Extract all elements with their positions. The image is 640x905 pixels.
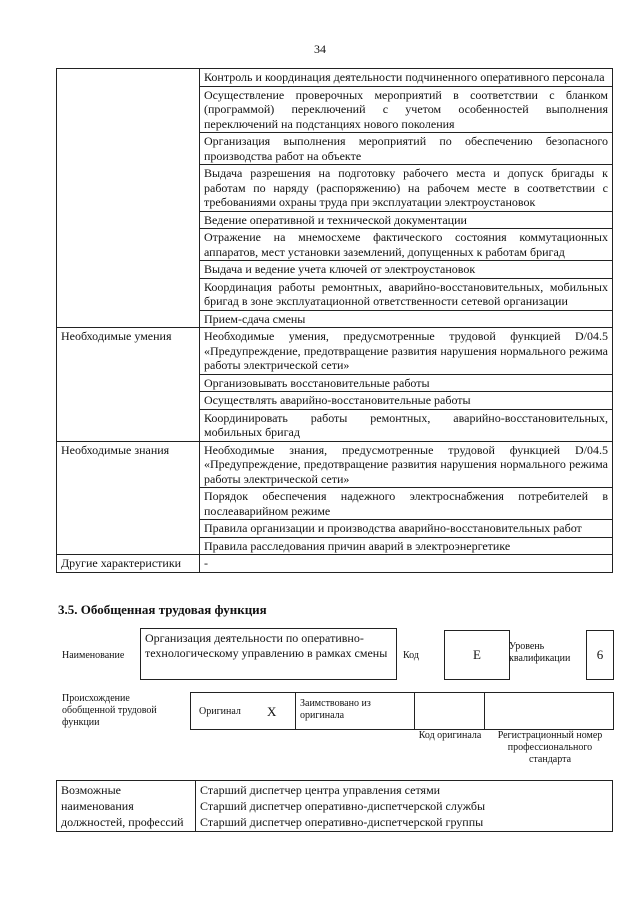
row-content: Выдача и ведение учета ключей от электроустановок [200,261,613,279]
table-row [57,555,613,573]
original-mark: X [267,704,277,719]
table-row [57,441,613,488]
professions-list [196,781,613,832]
name-label: Наименование [62,650,125,661]
borrowed-label: Заимствовано из оригинала [300,698,371,721]
table-row [57,328,613,375]
origin-label: Происхождение обобщенной трудовой функции [62,693,157,728]
section-title: 3.5. Обобщенная трудовая функция [58,602,267,617]
row-content: Контроль и координация деятельности подчиненного оперативного персонала [200,69,613,87]
row-content: Координация работы ремонтных, аварийно-восстановительных, мобильных бригад в зоне эксплуатационной ответственности сетевой организации [200,278,613,310]
row-content: - [200,555,613,573]
labor-function-table [56,68,613,573]
row-content: Координировать работы ремонтных, аварийно-восстановительных, мобильных бригад [200,409,613,441]
row-content: Правила организации и производства аварийно-восстановительных работ [200,520,613,538]
level-value: 6 [586,630,614,680]
professions-table [56,780,613,832]
profession-item: Старший диспетчер центра управления сетями [200,783,441,797]
row-content: Прием-сдача смены [200,310,613,328]
row-content: Правила расследования причин аварий в электроэнергетике [200,537,613,555]
row-content: Необходимые знания, предусмотренные трудовой функцией D/04.5 «Предупреждение, предотвращение развития нарушения нормального режима работы электрической сети» [200,441,613,488]
row-content: Порядок обеспечения надежного электроснабжения потребителей в послеаварийном режиме [200,488,613,520]
row-label: Необходимые умения [57,328,200,442]
row-content: Необходимые умения, предусмотренные трудовой функцией D/04.5 «Предупреждение, предотвращение развития нарушения нормального режима работы электрической сети» [200,328,613,375]
row-label: Необходимые знания [57,441,200,555]
name-value: Организация деятельности по оперативно-технологическому управлению в рамках смены [140,628,397,680]
row-label: Другие характеристики [57,555,200,573]
row-content: Осуществлять аварийно-восстановительные работы [200,392,613,410]
code-value: E [444,630,510,680]
code-original-label: Код оригинала [418,730,482,741]
row-content: Осуществление проверочных мероприятий в соответствии с бланком (программой) переключений с учетом особенностей выполнения переключений на подстанциях нового поколения [200,86,613,133]
row-content: Отражение на мнемосхеме фактического состояния коммутационных аппаратов, мест установки заземлений, допущенных к работам бригад [200,229,613,261]
original-label: Оригинал [199,706,241,717]
profession-item: Старший диспетчер оперативно-диспетчерской группы [200,815,484,829]
row-content: Выдача разрешения на подготовку рабочего места и допуск бригады к работам по наряду (распоряжению) на рабочем месте в соответствии с требованиями охраны труда при эксплуатации электроустановок [200,165,613,212]
level-label: Уровень квалификации [509,641,571,664]
origin-divider [414,692,415,729]
table-row [57,69,613,87]
origin-divider [295,692,296,729]
row-content: Организовывать восстановительные работы [200,374,613,392]
row-label [57,69,200,328]
origin-divider [484,692,485,729]
professions-label: Возможные наименования должностей, профессий [57,781,196,832]
reg-number-label: Регистрационный номер профессионального стандарта [497,730,603,765]
page-number: 34 [314,42,326,56]
row-content: Организация выполнения мероприятий по обеспечению безопасного производства работ на объекте [200,133,613,165]
profession-item: Старший диспетчер оперативно-диспетчерской службы [200,799,485,813]
code-label: Код [403,650,419,661]
row-content: Ведение оперативной и технической документации [200,211,613,229]
